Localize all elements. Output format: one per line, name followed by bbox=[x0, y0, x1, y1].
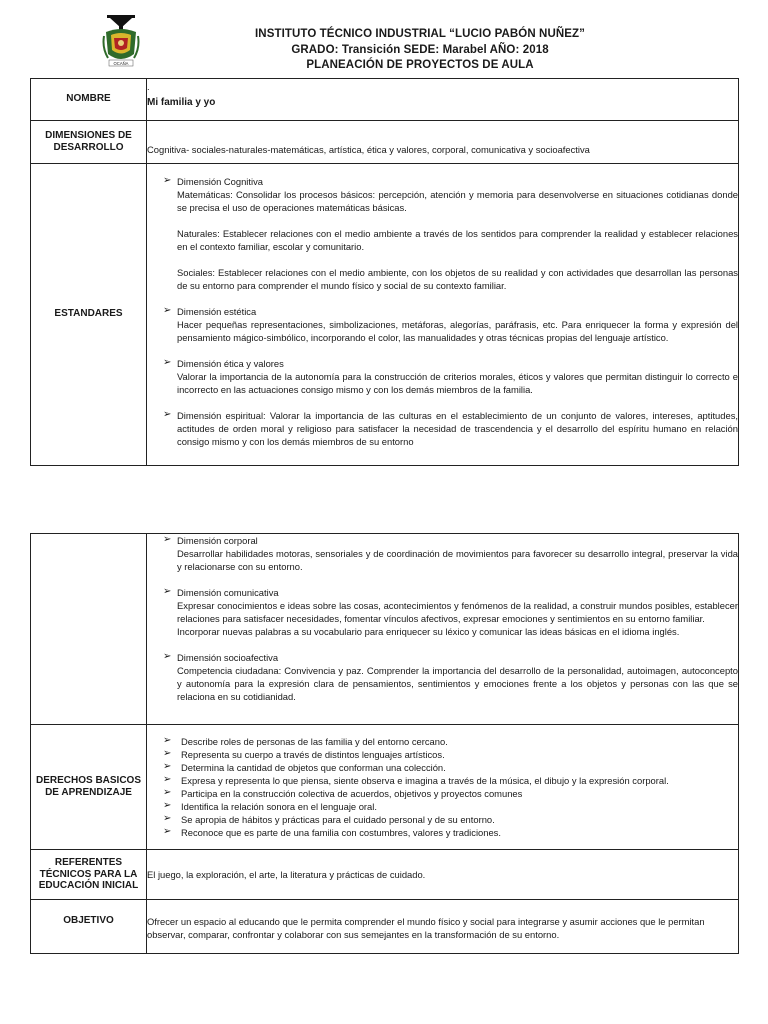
label-nombre: NOMBRE bbox=[31, 79, 147, 121]
label-dimensiones: DIMENSIONES DE DESARROLLO bbox=[31, 121, 147, 164]
list-item: ➢ Participa en la construcción colectiva de acuerdos, objetivos y proyectos comunes bbox=[147, 787, 738, 800]
std-naturales: Naturales: Establecer relaciones con el medio ambiente a través de los sentidos para comprender la realidad y establecer relaciones en el contexto familiar, escolar y comunitario. bbox=[177, 228, 738, 252]
dim-estetica-title: ➢ Dimensión estética bbox=[147, 305, 738, 318]
value-dba bbox=[147, 725, 739, 850]
std-matematicas: Matemáticas: Consolidar los procesos básicos: percepción, atención y memoria para desenvolverse en situaciones cotidianas donde se precisa el uso de operaciones matemáticas básicas. bbox=[177, 189, 738, 213]
label-dba: DERECHOS BASICOS DE APRENDIZAJE bbox=[31, 725, 147, 850]
label-continuacion-empty bbox=[31, 534, 147, 725]
value-referentes: El juego, la exploración, el arte, la literatura y prácticas de cuidado. bbox=[147, 850, 739, 900]
value-continuacion bbox=[147, 534, 739, 725]
row-dba bbox=[31, 725, 739, 850]
dim-cognitiva-title: ➢ Dimensión Cognitiva bbox=[147, 175, 738, 188]
list-item: ➢ Determina la cantidad de objetos que conforman una colección. bbox=[147, 761, 738, 774]
list-item: ➢ Se apropia de hábitos y prácticas para el cuidado personal y de su entorno. bbox=[147, 813, 738, 826]
list-item: ➢ Describe roles de personas de las familia y del entorno cercano. bbox=[147, 735, 738, 748]
dim-etica-title: ➢ Dimensión ética y valores bbox=[147, 357, 738, 370]
std-corporal: Desarrollar habilidades motoras, sensoriales y de coordinación de movimientos para favorecer su desarrollo integral, preservar la vida y relacionarse con su entorno. bbox=[177, 548, 738, 572]
dim-corporal-title: ➢ Dimensión corporal bbox=[147, 534, 738, 547]
std-espiritual: ➢ Dimensión espiritual: Valorar la importancia de las culturas en el establecimiento de un conjunto de valores, intereses, aptitudes, actitudes de orden moral y religioso para satisfacer la necesidad de trascendencia y el desarrollo del espíritu humano en relación consigo mismo y con los demás miembros de su entorno bbox=[147, 409, 738, 448]
std-estetica: Hacer pequeñas representaciones, simbolizaciones, metáforas, alegorías, paráfrasis, etc. Para enriquecer la forma y expresión del pensamiento mágico-simbólico, incorporando el color, las manualidades y otras técnicas propias del lenguaje artístico. bbox=[177, 319, 738, 343]
institute-name: INSTITUTO TÉCNICO INDUSTRIAL “LUCIO PABÓN NUÑEZ” bbox=[255, 28, 585, 40]
std-comunicativa-ingles: Incorporar nuevas palabras a su vocabulario para enriquecer su léxico y comunicar las ideas básicas en el idioma inglés. bbox=[177, 626, 680, 637]
list-item: ➢ Reconoce que es parte de una familia con costumbres, valores y tradiciones. bbox=[147, 826, 738, 839]
value-dimensiones: Cognitiva- sociales-naturales-matemáticas, artística, ética y valores, corporal, comunicativa y socioafectiva bbox=[147, 121, 739, 164]
row-nombre bbox=[31, 79, 739, 121]
grade-line: GRADO: Transición SEDE: Marabel AÑO: 2018 bbox=[291, 43, 549, 56]
dim-socioafectiva-title: ➢ Dimensión socioafectiva bbox=[147, 651, 738, 664]
row-continuacion bbox=[31, 534, 739, 725]
value-nombre: . Mi familia y yo bbox=[147, 79, 739, 121]
label-objetivo: OBJETIVO bbox=[31, 900, 147, 954]
list-item: ➢ Representa su cuerpo a través de distintos lenguajes artísticos. bbox=[147, 748, 738, 761]
row-objetivo bbox=[31, 900, 739, 954]
school-crest-logo bbox=[102, 14, 140, 72]
list-item: ➢ Expresa y representa lo que piensa, siente observa e imagina a través de la música, el dibujo y la expresión corporal. bbox=[147, 774, 738, 787]
std-etica: Valorar la importancia de la autonomía para la construcción de criterios morales, éticos y valores que permitan distinguir lo correcto e incorrecto en las actuaciones consigo mismo y con los demás miembros de la familia. bbox=[177, 371, 738, 395]
std-comunicativa: Expresar conocimientos e ideas sobre las cosas, acontecimientos y fenómenos de la realidad, a construir mundos posibles, establecer relaciones para satisfacer necesidades, fomentar vínculos afectivos, expresar emociones y sentimientos en su entorno familiar. bbox=[177, 600, 738, 624]
label-estandares: ESTANDARES bbox=[31, 164, 147, 466]
label-referentes: REFERENTES TÉCNICOS PARA LA EDUCACIÓN INICIAL bbox=[31, 850, 147, 900]
planning-table-2 bbox=[30, 533, 739, 954]
std-socioafectiva: Competencia ciudadana: Convivencia y paz. Comprender la importancia del desarrollo de la personalidad, autoimagen, autoconcepto y autonomía para la expresión clara de pensamientos, sentimientos y emociones frente a los objetos y personas con las que se relaciona en su cotidianidad. bbox=[177, 665, 738, 702]
value-estandares bbox=[147, 164, 739, 466]
dim-comunicativa-title: ➢ Dimensión comunicativa bbox=[147, 586, 738, 599]
project-name: Mi familia y yo bbox=[147, 97, 216, 108]
row-dimensiones bbox=[31, 121, 739, 164]
std-sociales: Sociales: Establecer relaciones con el medio ambiente, con los objetos de su realidad y con actividades que desarrollan las personas de su entorno para comprender el mundo físico y social de su contexto familiar. bbox=[177, 267, 738, 291]
document-title: PLANEACIÓN DE PROYECTOS DE AULA bbox=[306, 59, 534, 71]
dba-list bbox=[147, 735, 738, 839]
row-referentes bbox=[31, 850, 739, 900]
crest-text: OCAÑA bbox=[113, 61, 129, 66]
list-item: ➢ Identifica la relación sonora en el lenguaje oral. bbox=[147, 800, 738, 813]
value-objetivo: Ofrecer un espacio al educando que le permita comprender el mundo físico y social para integrarse y asumir acciones que le permitan observar, comparar, confrontar y colaborar con sus semejantes en la transformación de su entorno. bbox=[147, 900, 739, 954]
planning-table-1 bbox=[30, 78, 739, 466]
row-estandares bbox=[31, 164, 739, 466]
document-header bbox=[150, 27, 690, 74]
